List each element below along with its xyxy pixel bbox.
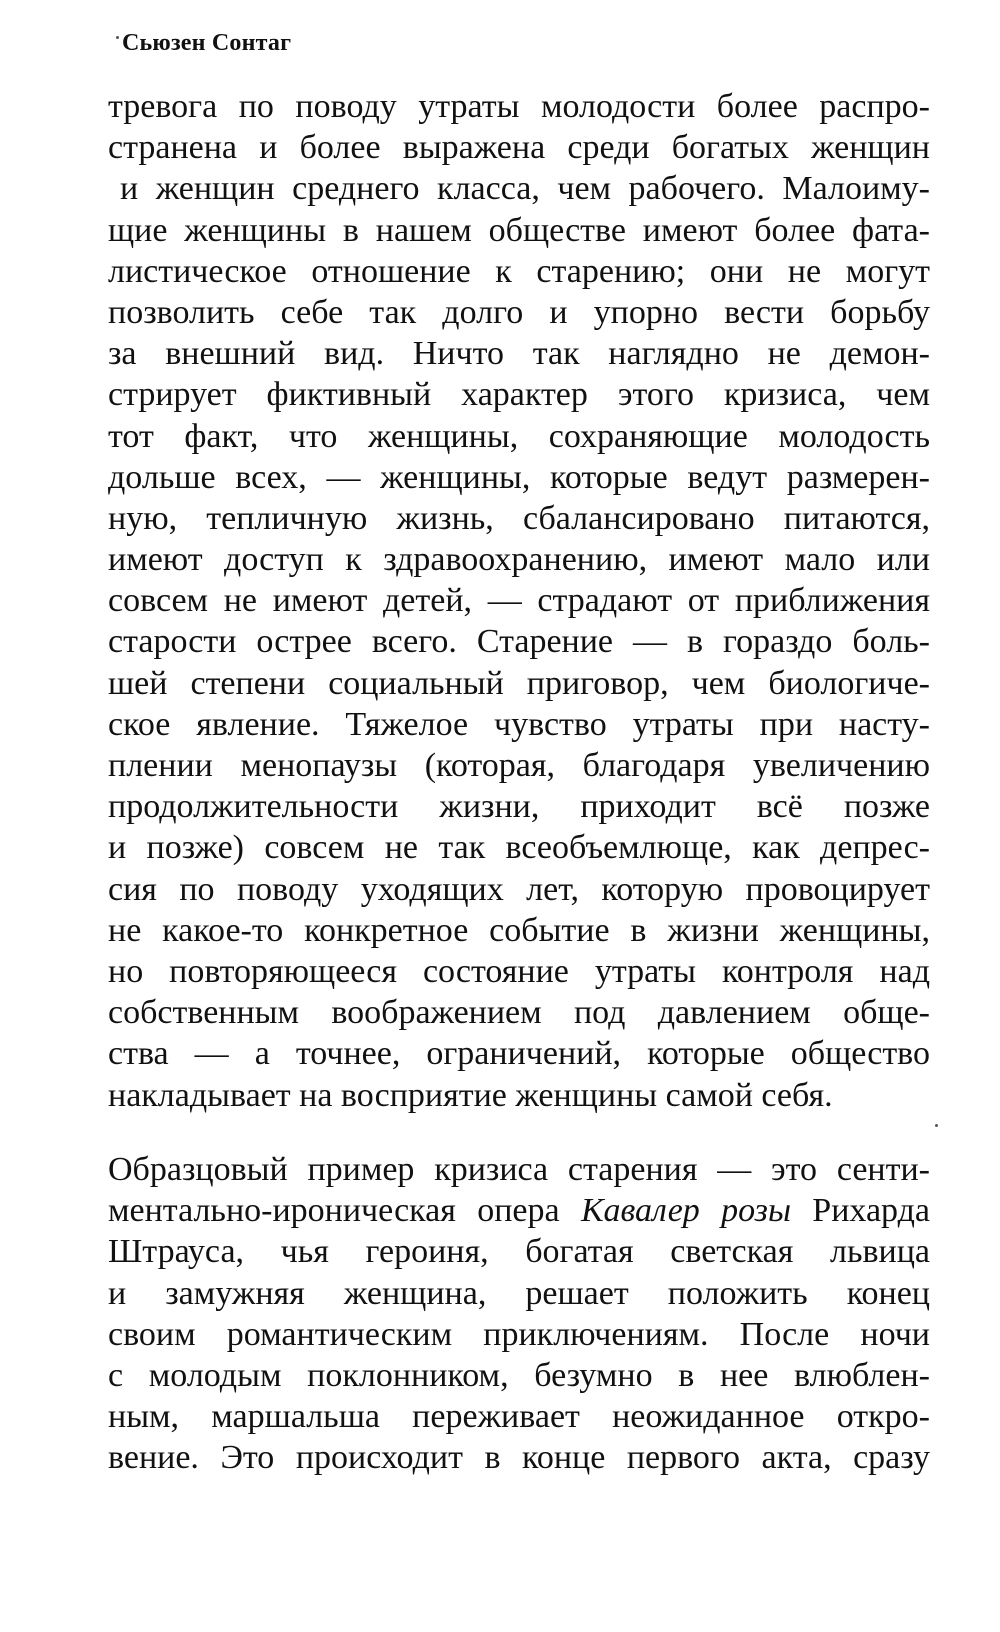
text-line: с молодым поклонником, безумно в нее влюблен- (108, 1356, 930, 1394)
text-line: и женщин среднего класса, чем рабочего. Малоиму- (120, 170, 930, 208)
text-line: щие женщины в нашем обществе имеют более фата- (108, 211, 930, 249)
paragraph-2 (108, 1149, 930, 1479)
text-line: шей степени социальный приговор, чем биологиче- (108, 664, 930, 702)
text-line: вение. Это происходит в конце первого акта, сразу (108, 1439, 930, 1477)
text-line: но повторяющееся состояние утраты контроля над (108, 952, 930, 990)
text-line: старости острее всего. Старение — в гораздо боль- (108, 623, 930, 661)
text-line: плении менопаузы (которая, благодаря увеличению (108, 747, 930, 784)
text-line: сия по поводу уходящих лет, которую провоцирует (108, 870, 930, 908)
text-line: за внешний вид. Ничто так наглядно не демон- (108, 335, 930, 373)
text-line: Образцовый пример кризиса старения — это сенти- (108, 1151, 930, 1188)
text-line: ным, маршальша переживает неожиданное откро- (108, 1398, 930, 1436)
text-fragment: ментально-ироническая опера (108, 1192, 581, 1230)
text-line: тревога по поводу утраты молодости более распро- (108, 88, 930, 125)
scan-speck (935, 1124, 938, 1127)
text-line: имеют доступ к здравоохранению, имеют мало или (108, 541, 930, 579)
text-line: совсем не имеют детей, — страдают от приближения (108, 582, 930, 620)
text-line: стрирует фиктивный характер этого кризиса, чем (108, 376, 930, 414)
text-line: тот факт, что женщины, сохраняющие молодость (108, 417, 930, 455)
running-head-author: Сьюзен Сонтаг (122, 30, 292, 56)
text-line: собственным воображением под давлением обще- (108, 994, 930, 1032)
text-line: и замужняя женщина, решает положить конец (108, 1274, 930, 1312)
scan-speck (116, 36, 119, 39)
text-line: ское явление. Тяжелое чувство утраты при насту- (108, 705, 930, 743)
text-line: своим романтическим приключениям. После ночи (108, 1315, 930, 1353)
text-line: странена и более выражена среди богатых женщин (108, 129, 930, 167)
text-line: дольше всех, — женщины, которые ведут размерен- (108, 458, 930, 496)
text-line: ную, тепличную жизнь, сбалансировано питаются, (108, 499, 930, 537)
paragraph-1 (108, 86, 930, 1116)
text-line: не какое-то конкретное событие в жизни женщины, (108, 911, 930, 949)
text-line-with-title (108, 1190, 930, 1231)
text-line: продолжительности жизни, приходит всё позже (108, 788, 930, 826)
text-line: позволить себе так долго и упорно вести борьбу (108, 293, 930, 331)
text-line: накладывает на восприятие женщины самой себя. (108, 1076, 833, 1114)
text-line: Штрауса, чья героиня, богатая светская львица (108, 1233, 930, 1271)
text-line: ства — а точнее, ограничений, которые общество (108, 1035, 930, 1073)
text-fragment: Рихарда (790, 1192, 930, 1230)
text-line: листическое отношение к старению; они не могут (108, 252, 930, 290)
opera-title: Кавалер розы (580, 1192, 791, 1230)
text-line: и позже) совсем не так всеобъемлюще, как депрес- (108, 829, 930, 867)
